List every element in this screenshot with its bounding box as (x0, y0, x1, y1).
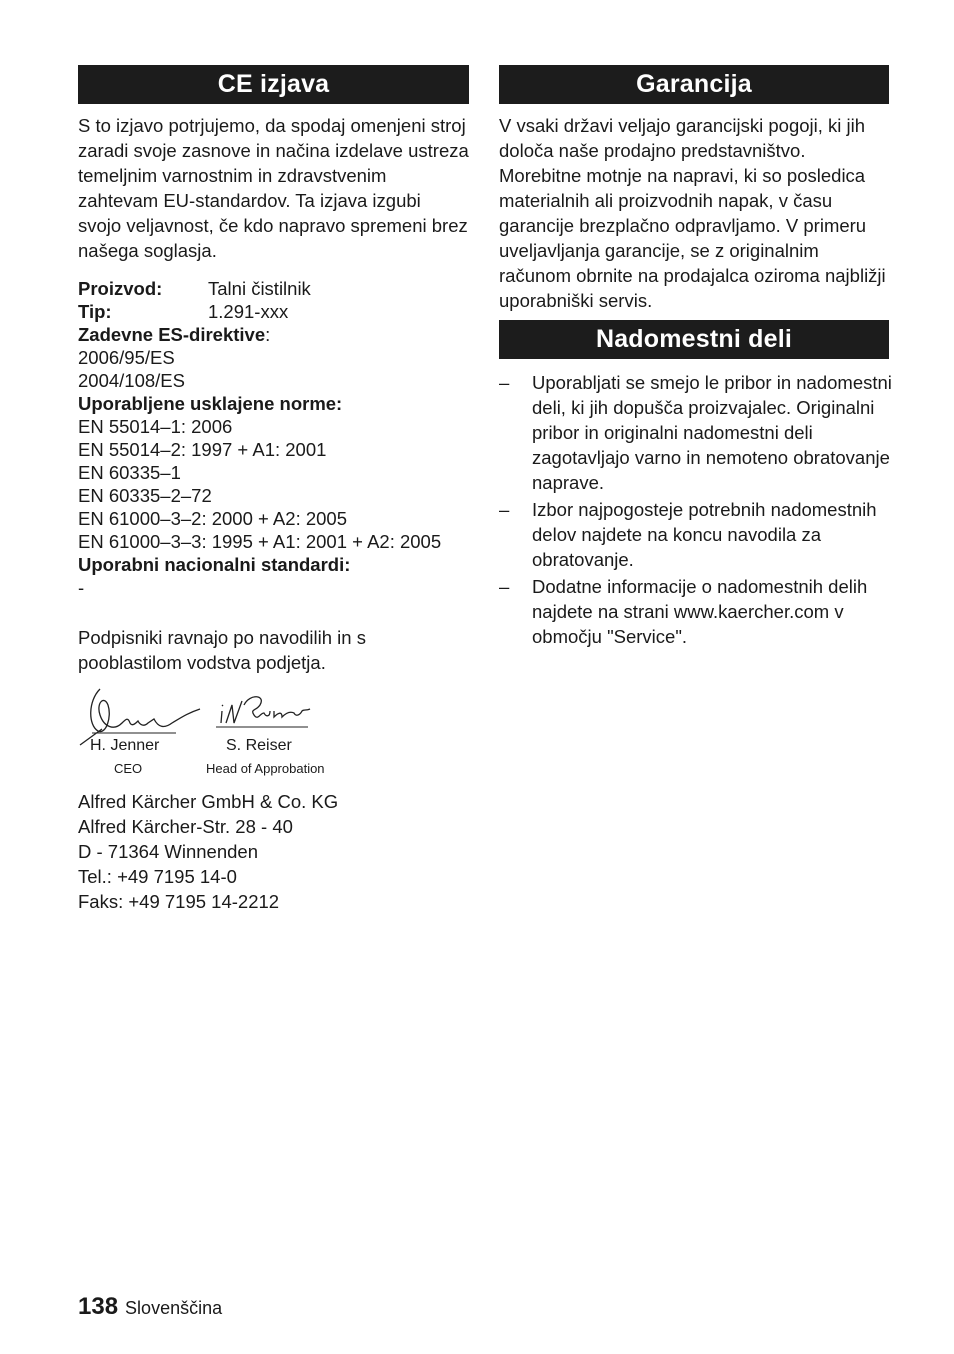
signer-name: H. Jenner (90, 737, 160, 754)
page-number: 138 (78, 1293, 119, 1320)
spare-parts-heading: Nadomestni deli (499, 320, 889, 359)
list-item-text: Dodatne informacije o nadomestnih delih najdete na strani www.kaercher.com v območju "Service". (532, 576, 868, 647)
directive-item: 2006/95/ES (78, 347, 175, 368)
address-line: Alfred Kärcher GmbH & Co. KG (78, 791, 339, 812)
type-value: 1.291-xxx (208, 301, 289, 322)
address-line: D - 71364 Winnenden (78, 841, 258, 862)
national-standards-label: Uporabni nacionalni standardi: (78, 554, 351, 575)
norm-item: EN 60335–2–72 (78, 485, 212, 506)
national-standards-value: - (78, 577, 85, 598)
signer-role: Head of Approbation (206, 761, 325, 776)
directives-label: Zadevne ES-direktive (78, 324, 266, 345)
address-block (78, 789, 469, 914)
type-label: Tip: (78, 301, 112, 322)
dash-bullet: – (499, 499, 510, 520)
signer-role: CEO (114, 761, 143, 776)
right-column (499, 65, 892, 651)
list-item (499, 574, 897, 649)
norm-item: EN 55014–2: 1997 + A1: 2001 (78, 439, 327, 460)
warranty-text: V vsaki državi veljajo garancijski pogoji, ki jih določa naše prodajno predstavništvo. Morebitne motnje na napravi, ki so posledica materialnih ali proizvodnih napak, v času garancije brezplačno odpravljamo. V primeru uveljavljanja garancije, se z originalnim računom obrnite na prodajalca oziroma najbližji uporabniški servis. (499, 115, 886, 311)
list-item (499, 497, 897, 572)
address-line: Faks: +49 7195 14-2212 (78, 891, 280, 912)
norms-label: Uporabljene usklajene norme: (78, 393, 343, 414)
warranty-heading: Garancija (499, 65, 889, 104)
norm-item: EN 61000–3–2: 2000 + A2: 2005 (78, 508, 347, 529)
dash-bullet: – (499, 576, 510, 597)
norm-item: EN 55014–1: 2006 (78, 416, 233, 437)
norm-item: EN 60335–1 (78, 462, 181, 483)
dash-bullet: – (499, 372, 510, 393)
directives-heading (78, 323, 469, 346)
page-footer (78, 1293, 222, 1321)
list-item-text: Izbor najpogosteje potrebnih nadomestnih delov najdete na koncu navodila za obratovanje. (532, 499, 877, 570)
footer-language: Slovenščina (125, 1298, 223, 1318)
ce-intro: S to izjavo potrjujemo, da spodaj omenjeni stroj zaradi svoje zasnove in načina izdelave ustreza temeljnim varnostnim in zdravstvenim zahtevam EU-standardov. Ta izjava izgubi svojo veljavnost, če kdo napravo spremeni brez našega soglasja. (78, 115, 469, 261)
signer-name: S. Reiser (226, 737, 292, 754)
address-line: Tel.: +49 7195 14-0 (78, 866, 237, 887)
list-item-text: Uporabljati se smejo le pribor in nadomestni deli, ki jih dopušča proizvajalec. Originalni pribor in originalni nadomestni deli zagotavljajo varno in nemoteno obratovanje naprave. (532, 372, 892, 493)
directives-colon: : (265, 324, 271, 345)
spare-parts-list (499, 370, 892, 649)
norm-item: EN 61000–3–3: 1995 + A1: 2001 + A2: 2005 (78, 531, 442, 552)
product-value: Talni čistilnik (208, 278, 311, 299)
signature-block (78, 687, 469, 779)
left-column (78, 65, 469, 914)
ce-spec-block (78, 277, 469, 599)
signers-text: Podpisniki ravnajo po navodilih in s pooblastilom vodstva podjetja. (78, 627, 366, 673)
list-item (499, 370, 897, 495)
product-label: Proizvod: (78, 278, 163, 299)
product-row (78, 277, 469, 300)
type-row (78, 300, 469, 323)
ce-heading: CE izjava (78, 65, 469, 104)
address-line: Alfred Kärcher-Str. 28 - 40 (78, 816, 293, 837)
directive-item: 2004/108/ES (78, 370, 185, 391)
